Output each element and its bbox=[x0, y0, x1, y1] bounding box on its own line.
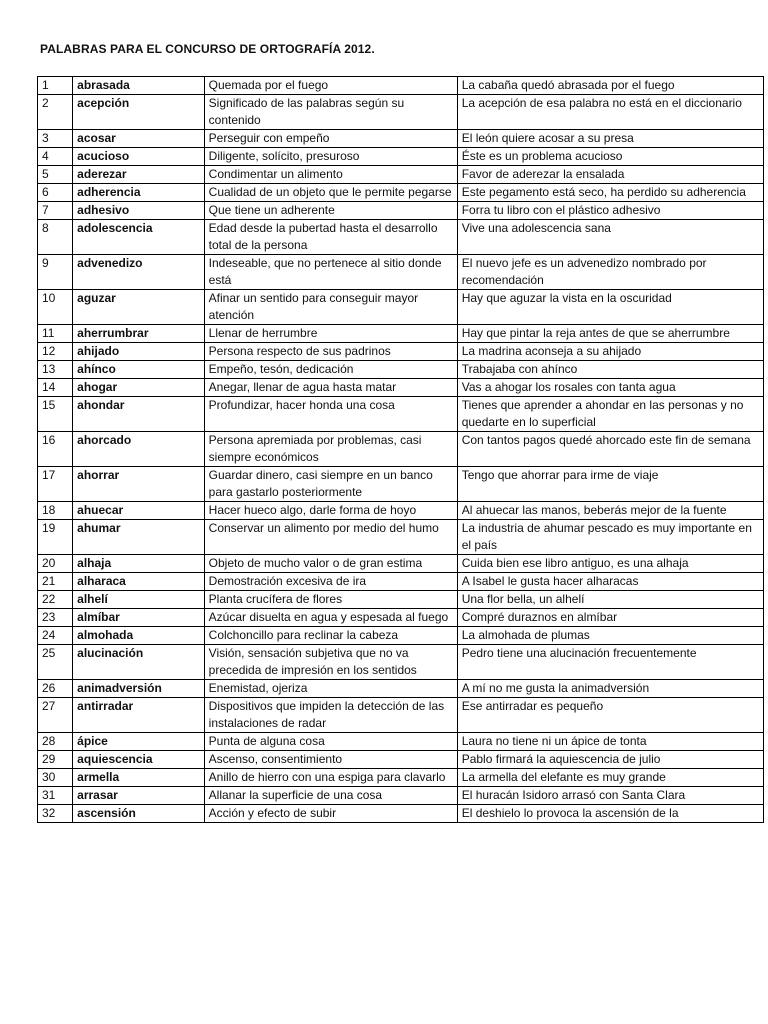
row-word: aguzar bbox=[73, 290, 205, 325]
row-example: La acepción de esa palabra no está en el diccionario bbox=[457, 95, 763, 130]
row-example: Una flor bella, un alhelí bbox=[457, 591, 763, 609]
row-example: Compré duraznos en almíbar bbox=[457, 609, 763, 627]
row-word: adolescencia bbox=[73, 220, 205, 255]
table-row bbox=[38, 432, 764, 467]
row-example: Cuida bien ese libro antiguo, es una alhaja bbox=[457, 555, 763, 573]
row-definition: Persona respecto de sus padrinos bbox=[204, 343, 457, 361]
row-number: 5 bbox=[38, 166, 73, 184]
table-row bbox=[38, 202, 764, 220]
row-definition: Llenar de herrumbre bbox=[204, 325, 457, 343]
row-number: 25 bbox=[38, 645, 73, 680]
row-example: Este pegamento está seco, ha perdido su adherencia bbox=[457, 184, 763, 202]
row-example: El deshielo lo provoca la ascensión de la bbox=[457, 805, 763, 823]
row-number: 20 bbox=[38, 555, 73, 573]
row-example: Trabajaba con ahínco bbox=[457, 361, 763, 379]
row-definition: Demostración excesiva de ira bbox=[204, 573, 457, 591]
row-example: La madrina aconseja a su ahijado bbox=[457, 343, 763, 361]
row-number: 8 bbox=[38, 220, 73, 255]
row-word: ápice bbox=[73, 733, 205, 751]
row-word: alhelí bbox=[73, 591, 205, 609]
row-example: Con tantos pagos quedé ahorcado este fin de semana bbox=[457, 432, 763, 467]
row-number: 17 bbox=[38, 467, 73, 502]
row-word: acepción bbox=[73, 95, 205, 130]
row-example: El nuevo jefe es un advenedizo nombrado por recomendación bbox=[457, 255, 763, 290]
table-row bbox=[38, 733, 764, 751]
row-definition: Diligente, solícito, presuroso bbox=[204, 148, 457, 166]
row-number: 27 bbox=[38, 698, 73, 733]
row-definition: Indeseable, que no pertenece al sitio donde está bbox=[204, 255, 457, 290]
row-number: 9 bbox=[38, 255, 73, 290]
row-word: alucinación bbox=[73, 645, 205, 680]
row-definition: Que tiene un adherente bbox=[204, 202, 457, 220]
row-example: Hay que pintar la reja antes de que se aherrumbre bbox=[457, 325, 763, 343]
row-example: La armella del elefante es muy grande bbox=[457, 769, 763, 787]
row-number: 22 bbox=[38, 591, 73, 609]
row-number: 14 bbox=[38, 379, 73, 397]
row-example: Tengo que ahorrar para irme de viaje bbox=[457, 467, 763, 502]
row-number: 13 bbox=[38, 361, 73, 379]
row-word: adhesivo bbox=[73, 202, 205, 220]
table-row bbox=[38, 627, 764, 645]
row-example: El huracán Isidoro arrasó con Santa Clara bbox=[457, 787, 763, 805]
table-row bbox=[38, 698, 764, 733]
row-example: A mí no me gusta la animadversión bbox=[457, 680, 763, 698]
row-definition: Allanar la superficie de una cosa bbox=[204, 787, 457, 805]
row-word: ahorrar bbox=[73, 467, 205, 502]
row-word: ahumar bbox=[73, 520, 205, 555]
row-example: Tienes que aprender a ahondar en las personas y no quedarte en lo superficial bbox=[457, 397, 763, 432]
row-definition: Acción y efecto de subir bbox=[204, 805, 457, 823]
row-definition: Ascenso, consentimiento bbox=[204, 751, 457, 769]
row-definition: Cualidad de un objeto que le permite pegarse bbox=[204, 184, 457, 202]
row-word: adherencia bbox=[73, 184, 205, 202]
row-word: alhaja bbox=[73, 555, 205, 573]
row-number: 10 bbox=[38, 290, 73, 325]
row-number: 23 bbox=[38, 609, 73, 627]
row-word: aderezar bbox=[73, 166, 205, 184]
document-title: PALABRAS PARA EL CONCURSO DE ORTOGRAFÍA 2012. bbox=[40, 42, 375, 56]
word-table-body bbox=[38, 77, 764, 823]
table-row bbox=[38, 520, 764, 555]
row-definition: Significado de las palabras según su contenido bbox=[204, 95, 457, 130]
row-number: 4 bbox=[38, 148, 73, 166]
row-number: 7 bbox=[38, 202, 73, 220]
row-definition: Profundizar, hacer honda una cosa bbox=[204, 397, 457, 432]
row-definition: Objeto de mucho valor o de gran estima bbox=[204, 555, 457, 573]
table-row bbox=[38, 805, 764, 823]
table-row bbox=[38, 361, 764, 379]
row-definition: Conservar un alimento por medio del humo bbox=[204, 520, 457, 555]
row-definition: Persona apremiada por problemas, casi siempre económicos bbox=[204, 432, 457, 467]
table-row bbox=[38, 591, 764, 609]
row-number: 24 bbox=[38, 627, 73, 645]
row-definition: Anillo de hierro con una espiga para clavarlo bbox=[204, 769, 457, 787]
table-row bbox=[38, 166, 764, 184]
row-definition: Hacer hueco algo, darle forma de hoyo bbox=[204, 502, 457, 520]
table-row bbox=[38, 555, 764, 573]
row-word: abrasada bbox=[73, 77, 205, 95]
table-row bbox=[38, 645, 764, 680]
row-word: ahorcado bbox=[73, 432, 205, 467]
row-example: Vas a ahogar los rosales con tanta agua bbox=[457, 379, 763, 397]
row-word: almohada bbox=[73, 627, 205, 645]
row-example: La almohada de plumas bbox=[457, 627, 763, 645]
table-row bbox=[38, 609, 764, 627]
row-number: 11 bbox=[38, 325, 73, 343]
row-definition: Colchoncillo para reclinar la cabeza bbox=[204, 627, 457, 645]
row-number: 3 bbox=[38, 130, 73, 148]
row-word: ahínco bbox=[73, 361, 205, 379]
table-row bbox=[38, 467, 764, 502]
row-word: armella bbox=[73, 769, 205, 787]
row-word: animadversión bbox=[73, 680, 205, 698]
row-definition: Quemada por el fuego bbox=[204, 77, 457, 95]
row-number: 18 bbox=[38, 502, 73, 520]
table-row bbox=[38, 397, 764, 432]
row-word: ascensión bbox=[73, 805, 205, 823]
row-definition: Visión, sensación subjetiva que no va precedida de impresión en los sentidos bbox=[204, 645, 457, 680]
row-definition: Dispositivos que impiden la detección de las instalaciones de radar bbox=[204, 698, 457, 733]
row-definition: Perseguir con empeño bbox=[204, 130, 457, 148]
row-number: 16 bbox=[38, 432, 73, 467]
row-word: ahuecar bbox=[73, 502, 205, 520]
row-example: Pedro tiene una alucinación frecuentemente bbox=[457, 645, 763, 680]
row-number: 29 bbox=[38, 751, 73, 769]
row-word: arrasar bbox=[73, 787, 205, 805]
row-word: acosar bbox=[73, 130, 205, 148]
row-example: Al ahuecar las manos, beberás mejor de la fuente bbox=[457, 502, 763, 520]
word-table bbox=[37, 76, 764, 823]
table-row bbox=[38, 573, 764, 591]
row-example: A Isabel le gusta hacer alharacas bbox=[457, 573, 763, 591]
row-number: 31 bbox=[38, 787, 73, 805]
row-word: alharaca bbox=[73, 573, 205, 591]
table-row bbox=[38, 787, 764, 805]
row-word: antirradar bbox=[73, 698, 205, 733]
row-definition: Anegar, llenar de agua hasta matar bbox=[204, 379, 457, 397]
row-example: Éste es un problema acucioso bbox=[457, 148, 763, 166]
row-word: aquiescencia bbox=[73, 751, 205, 769]
row-definition: Edad desde la pubertad hasta el desarrollo total de la persona bbox=[204, 220, 457, 255]
row-number: 21 bbox=[38, 573, 73, 591]
table-row bbox=[38, 255, 764, 290]
table-row bbox=[38, 148, 764, 166]
row-number: 32 bbox=[38, 805, 73, 823]
table-row bbox=[38, 769, 764, 787]
table-row bbox=[38, 325, 764, 343]
row-example: La industria de ahumar pescado es muy importante en el país bbox=[457, 520, 763, 555]
row-definition: Enemistad, ojeriza bbox=[204, 680, 457, 698]
row-definition: Guardar dinero, casi siempre en un banco para gastarlo posteriormente bbox=[204, 467, 457, 502]
row-definition: Condimentar un alimento bbox=[204, 166, 457, 184]
row-definition: Empeño, tesón, dedicación bbox=[204, 361, 457, 379]
row-word: acucioso bbox=[73, 148, 205, 166]
row-word: ahogar bbox=[73, 379, 205, 397]
row-example: Pablo firmará la aquiescencia de julio bbox=[457, 751, 763, 769]
table-row bbox=[38, 379, 764, 397]
row-example: La cabaña quedó abrasada por el fuego bbox=[457, 77, 763, 95]
row-number: 6 bbox=[38, 184, 73, 202]
row-number: 26 bbox=[38, 680, 73, 698]
table-row bbox=[38, 220, 764, 255]
row-definition: Planta crucífera de flores bbox=[204, 591, 457, 609]
row-example: Vive una adolescencia sana bbox=[457, 220, 763, 255]
row-number: 1 bbox=[38, 77, 73, 95]
row-example: Laura no tiene ni un ápice de tonta bbox=[457, 733, 763, 751]
row-number: 15 bbox=[38, 397, 73, 432]
table-row bbox=[38, 502, 764, 520]
table-row bbox=[38, 77, 764, 95]
table-row bbox=[38, 290, 764, 325]
row-example: El león quiere acosar a su presa bbox=[457, 130, 763, 148]
row-number: 28 bbox=[38, 733, 73, 751]
row-example: Forra tu libro con el plástico adhesivo bbox=[457, 202, 763, 220]
row-number: 2 bbox=[38, 95, 73, 130]
table-row bbox=[38, 95, 764, 130]
row-example: Hay que aguzar la vista en la oscuridad bbox=[457, 290, 763, 325]
row-example: Favor de aderezar la ensalada bbox=[457, 166, 763, 184]
row-word: ahijado bbox=[73, 343, 205, 361]
row-word: almíbar bbox=[73, 609, 205, 627]
table-row bbox=[38, 680, 764, 698]
row-number: 19 bbox=[38, 520, 73, 555]
row-definition: Punta de alguna cosa bbox=[204, 733, 457, 751]
row-word: advenedizo bbox=[73, 255, 205, 290]
table-row bbox=[38, 343, 764, 361]
row-number: 30 bbox=[38, 769, 73, 787]
row-definition: Azúcar disuelta en agua y espesada al fuego bbox=[204, 609, 457, 627]
row-word: aherrumbrar bbox=[73, 325, 205, 343]
row-definition: Afinar un sentido para conseguir mayor atención bbox=[204, 290, 457, 325]
table-row bbox=[38, 130, 764, 148]
row-number: 12 bbox=[38, 343, 73, 361]
table-row bbox=[38, 751, 764, 769]
row-example: Ese antirradar es pequeño bbox=[457, 698, 763, 733]
table-row bbox=[38, 184, 764, 202]
row-word: ahondar bbox=[73, 397, 205, 432]
